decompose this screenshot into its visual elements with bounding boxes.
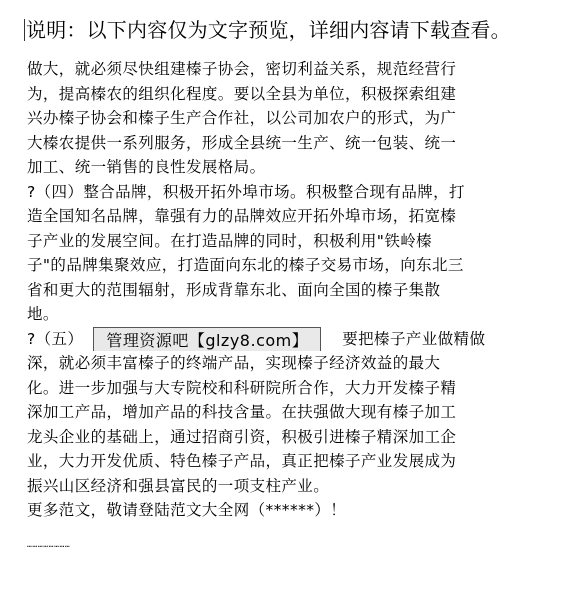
paragraph-line: 为，提高榛农的组织化程度。要以全县为单位，积极探索组建: [27, 84, 457, 103]
paragraph-line: 化。进一步加强与大专院校和科研院所合作，大力开发榛子精: [27, 378, 457, 397]
paragraph-line: 龙头企业的基础上，通过招商引资，积极引进榛子精深加工企: [27, 427, 457, 446]
paragraph-line: ?（四）整合品牌，积极开拓外埠市场。积极整合现有品牌，打: [27, 182, 465, 201]
paragraph-line: 大榛农提供一系列服务，形成全县统一生产、统一包装、统一: [27, 133, 457, 152]
paragraph-line: 子"的品牌集聚效应，打造面向东北的榛子交易市场，向东北三: [27, 256, 464, 274]
paragraph-line: 子产业的发展空间。在打造品牌的同时，积极利用"铁岭榛: [27, 231, 433, 250]
paragraph-line: 造全国知名品牌，靠强有力的品牌效应开拓外埠市场，拓宽榛: [27, 207, 457, 225]
paragraph-line: 深，就必须丰富榛子的终端产品，实现榛子经济效益的最大: [27, 354, 441, 372]
section-text: 要把榛子产业做精做: [342, 329, 486, 348]
section-number: ?（五）: [27, 329, 84, 348]
paragraph-line-with-badge: [27, 327, 551, 352]
paragraph-line: 振兴山区经济和强县富民的一项支柱产业。: [27, 476, 330, 495]
paragraph-line: 业，大力开发优质、特色榛子产品，真正把榛子产业发展成为: [27, 452, 457, 470]
paragraph-line: 省和更大的范围辐射，形成背靠东北、面向全国的榛子集散: [27, 280, 441, 299]
footer-link-text: 更多范文，敬请登陆范文大全网（******）！: [27, 501, 347, 519]
text-cursor: [24, 19, 25, 41]
dotted-separator: ……………………: [27, 540, 71, 549]
paragraph-line: 做大，就必须尽快组建榛子协会，密切利益关系，规范经营行: [27, 60, 457, 78]
paragraph-line: 深加工产品，增加产品的科技含量。在扶强做大现有榛子加工: [27, 403, 457, 421]
paragraph-line: 地。: [27, 305, 59, 323]
paragraph-line: 兴办榛子协会和榛子生产合作社，以公司加农户的形式，为广: [27, 109, 457, 127]
document-body: [27, 57, 551, 523]
paragraph-line: 加工、统一销售的良性发展格局。: [27, 158, 266, 176]
preview-notice: 说明：以下内容仅为文字预览，详细内容请下载查看。: [26, 18, 511, 42]
site-watermark-badge[interactable]: 管理资源吧【glzy8.com】: [93, 327, 321, 352]
